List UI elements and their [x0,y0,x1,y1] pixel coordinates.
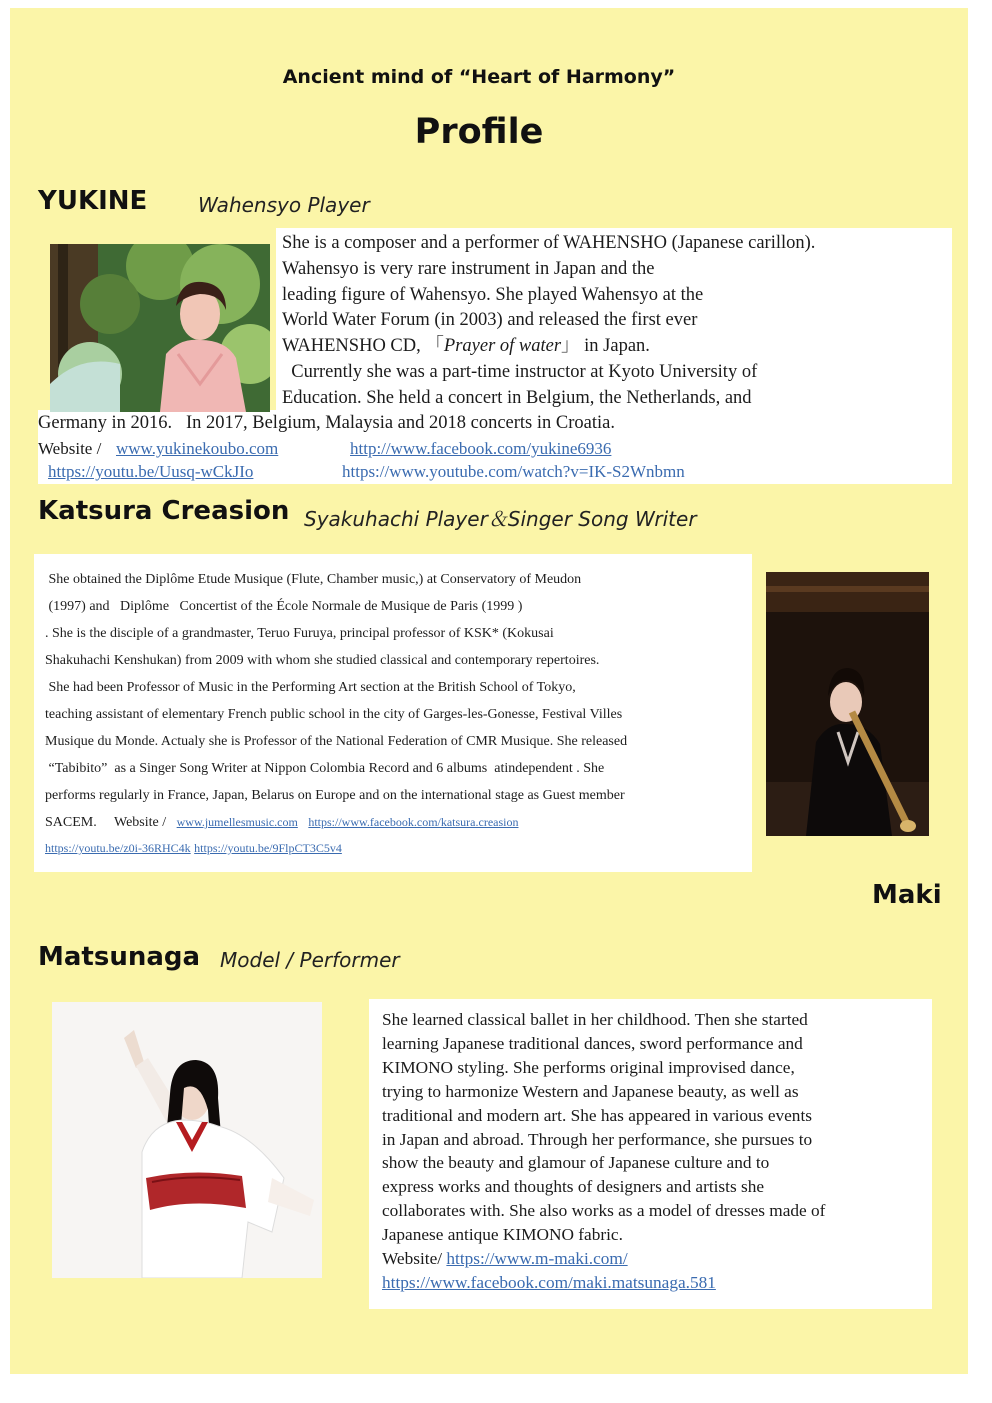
maki-bio-line: show the beauty and glamour of Japanese culture and to [382,1153,770,1173]
katsura-bio-line: She had been Professor of Music in the Performing Art section at the British School of Tokyo, [45,680,576,695]
katsura-bio [45,566,750,861]
maki-bio-line: express works and thoughts of designers and artists she [382,1177,765,1197]
page-title: Profile [414,112,544,152]
katsura-name: Katsura Creasion [38,496,290,526]
maki-photo [52,1002,322,1278]
yukine-bio-line: leading figure of Wahensyo. She played Wahensyo at the [282,284,704,305]
katsura-bio-line: Shakuhachi Kenshukan) from 2009 with whom she studied classical and contemporary repertoires. [45,653,600,668]
yukine-youtube-link-1[interactable]: https://youtu.be/Uusq-wCkJIo [48,462,254,481]
yukine-facebook-link[interactable]: http://www.facebook.com/yukine6936 [350,439,612,458]
maki-facebook-link[interactable]: https://www.facebook.com/maki.matsunaga.581 [382,1272,716,1292]
maki-bio-line: KIMONO styling. She performs original improvised dance, [382,1057,795,1077]
maki-bio-line: collaborates with. She also works as a model of dresses made of [382,1201,826,1221]
yukine-bio-line: Germany in 2016. In 2017, Belgium, Malaysia and 2018 concerts in Croatia. [38,413,615,433]
maki-facebook-line [382,1271,825,1295]
yukine-role: Wahensyo Player [198,193,370,217]
katsura-role: Syakuhachi Player＆Singer Song Writer [304,507,697,531]
katsura-links-line [45,809,750,836]
katsura-website-link[interactable]: www.jumellesmusic.com [176,815,298,829]
katsura-bio-line: . She is the disciple of a grandmaster, Teruo Furuya, principal professor of KSK* (Kokusai [45,626,554,641]
cd-title: Prayer of water [443,336,562,357]
maki-website-link[interactable]: https://www.m-maki.com/ [446,1249,628,1269]
katsura-website-label: SACEM. Website / [45,815,167,830]
maki-bio-line: learning Japanese traditional dances, sword performance and [382,1033,803,1053]
yukine-youtube-link-2[interactable]: https://www.youtube.com/watch?v=IK-S2Wnbmn [342,462,685,481]
maki-last-name: Matsunaga [38,942,201,972]
katsura-youtube-line [45,836,750,861]
maki-bio-line: Japanese antique KIMONO fabric. [382,1225,623,1245]
katsura-photo [766,572,929,836]
yukine-photo [50,244,270,412]
yukine-bio [282,231,815,412]
maki-bio-line: traditional and modern art. She has appeared in various events [382,1105,812,1125]
katsura-youtube-link-2[interactable]: https://youtu.be/9FlpCT3C5v4 [194,841,342,855]
katsura-bio-line: teaching assistant of elementary French public school in the city of Garges-les-Gonesse, Festival Villes [45,707,623,722]
maki-bio [382,1008,825,1295]
maki-first-name: Maki [872,880,942,910]
yukine-bio-cd-line [282,334,815,360]
maki-role: Model / Performer [220,948,400,972]
katsura-youtube-link-1[interactable]: https://youtu.be/z0i-36RHC4k [45,841,191,855]
katsura-bio-line: (1997) and Diplôme Concertist of the École Normale de Musique de Paris (1999 ) [45,599,523,614]
katsura-bio-line: Musique du Monde. Actualy she is Professor of the National Federation of CMR Musique. She released [45,734,628,749]
katsura-bio-line: She obtained the Diplôme Etude Musique (Flute, Chamber music,) at Conservatory of Meudon [45,572,582,587]
maki-bio-line: She learned classical ballet in her childhood. Then she started [382,1010,808,1029]
page-subtitle: Ancient mind of “Heart of Harmony” [282,66,676,88]
cd-suffix: 」 in Japan. [561,336,650,357]
yukine-bio-wide [38,411,615,437]
yukine-name: YUKINE [38,186,148,216]
yukine-bio-line: She is a composer and a performer of WAHENSHO (Japanese carillon). [282,233,816,253]
maki-website-label: Website/ [382,1249,443,1269]
maki-bio-line: in Japan and abroad. Through her performance, she pursues to [382,1129,813,1149]
yukine-website-label: Website / [38,439,102,458]
yukine-bio-line: World Water Forum (in 2003) and released the first ever [282,310,698,331]
yukine-website-link[interactable]: www.yukinekoubo.com [116,439,279,458]
maki-bio-line: trying to harmonize Western and Japanese beauty, as well as [382,1081,799,1101]
yukine-bio-line: Wahensyo is very rare instrument in Japan and the [282,258,655,279]
cd-prefix: WAHENSHO CD, 「 [282,336,444,357]
katsura-facebook-link[interactable]: https://www.facebook.com/katsura.creasion [308,815,519,829]
maki-website-line [382,1247,825,1271]
katsura-bio-line: “Tabibito” as a Singer Song Writer at Nippon Colombia Record and 6 albums atindependent . She [45,761,605,776]
katsura-bio-line: performs regularly in France, Japan, Belarus on Europe and on the international stage as Guest member [45,788,625,803]
yukine-bio-line: Education. She held a concert in Belgium, the Netherlands, and [282,387,752,408]
yukine-bio-line: Currently she was a part-time instructor at Kyoto University of [282,361,758,382]
